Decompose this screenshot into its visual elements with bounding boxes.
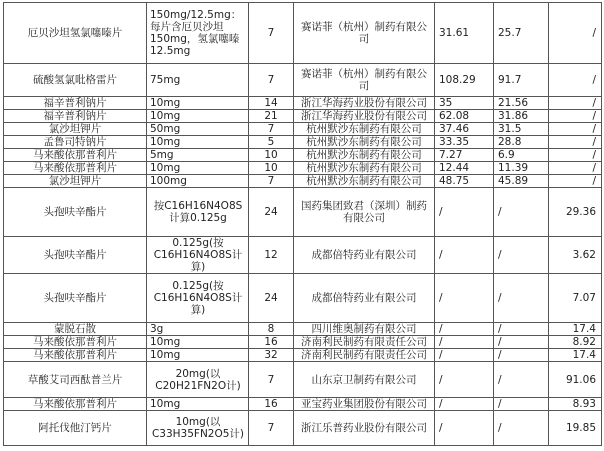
price-cell: / — [494, 323, 549, 336]
price-cell: 45.89 — [494, 175, 549, 188]
table-row — [4, 123, 602, 136]
spec-cell: 75mg — [147, 64, 249, 97]
pack-qty-cell: 24 — [249, 188, 294, 237]
drug-name-cell: 草酸艾司西酞普兰片 — [4, 362, 147, 398]
table-row — [4, 336, 602, 349]
manufacturer-cell: 成都倍特药业有限公司 — [294, 274, 435, 323]
pack-qty-cell: 5 — [249, 136, 294, 149]
pack-qty-cell: 7 — [249, 3, 294, 64]
price-cell: 33.35 — [435, 136, 494, 149]
drug-name-cell: 马来酸依那普利片 — [4, 336, 147, 349]
price-cell: / — [435, 237, 494, 274]
table-row — [4, 188, 602, 237]
price-cell: / — [435, 349, 494, 362]
drug-name-cell: 蒙脱石散 — [4, 323, 147, 336]
table-row — [4, 237, 602, 274]
table-row — [4, 110, 602, 123]
spec-cell: 3g — [147, 323, 249, 336]
price-cell: 91.7 — [494, 64, 549, 97]
drug-name-cell: 厄贝沙坦氢氯噻嗪片 — [4, 3, 147, 64]
pack-qty-cell: 7 — [249, 123, 294, 136]
price-cell: / — [494, 188, 549, 237]
drug-name-cell: 马来酸依那普利片 — [4, 149, 147, 162]
price-cell: 3.62 — [549, 237, 602, 274]
pack-qty-cell: 12 — [249, 237, 294, 274]
price-cell: 7.27 — [435, 149, 494, 162]
table-row — [4, 64, 602, 97]
drug-name-cell: 头孢呋辛酯片 — [4, 237, 147, 274]
price-cell: / — [494, 336, 549, 349]
pack-qty-cell: 8 — [249, 323, 294, 336]
price-cell: / — [435, 411, 494, 446]
price-cell: / — [494, 362, 549, 398]
pack-qty-cell: 14 — [249, 97, 294, 110]
table-row — [4, 349, 602, 362]
price-cell: / — [549, 123, 602, 136]
spec-cell: 10mg — [147, 136, 249, 149]
drug-name-cell: 阿托伐他汀钙片 — [4, 411, 147, 446]
spec-cell: 10mg — [147, 162, 249, 175]
manufacturer-cell: 济南利民制药有限责任公司 — [294, 349, 435, 362]
table-row — [4, 398, 602, 411]
price-cell: 8.92 — [549, 336, 602, 349]
table-row — [4, 323, 602, 336]
price-cell: 31.5 — [494, 123, 549, 136]
price-cell: 11.39 — [494, 162, 549, 175]
manufacturer-cell: 浙江华海药业股份有限公司 — [294, 97, 435, 110]
table-row — [4, 362, 602, 398]
manufacturer-cell: 成都倍特药业有限公司 — [294, 237, 435, 274]
manufacturer-cell: 杭州默沙东制药有限公司 — [294, 123, 435, 136]
price-cell: 19.85 — [549, 411, 602, 446]
spec-cell: 按C16H16N4O8S计算0.125g — [147, 188, 249, 237]
table-row — [4, 274, 602, 323]
price-cell: 91.06 — [549, 362, 602, 398]
drug-name-cell: 氯沙坦钾片 — [4, 175, 147, 188]
price-cell: 25.7 — [494, 3, 549, 64]
drug-name-cell: 马来酸依那普利片 — [4, 162, 147, 175]
manufacturer-cell: 国药集团致君（深圳）制药有限公司 — [294, 188, 435, 237]
drug-name-cell: 马来酸依那普利片 — [4, 398, 147, 411]
drug-name-cell: 孟鲁司特钠片 — [4, 136, 147, 149]
price-cell: / — [549, 175, 602, 188]
price-cell: 17.4 — [549, 323, 602, 336]
price-cell: 6.9 — [494, 149, 549, 162]
manufacturer-cell: 浙江华海药业股份有限公司 — [294, 110, 435, 123]
price-cell: / — [435, 398, 494, 411]
spec-cell: 10mg — [147, 349, 249, 362]
drug-price-table — [3, 2, 602, 446]
manufacturer-cell: 杭州默沙东制药有限公司 — [294, 136, 435, 149]
spec-cell: 100mg — [147, 175, 249, 188]
manufacturer-cell: 济南利民制药有限责任公司 — [294, 336, 435, 349]
spec-cell: 0.125g(按C16H16N4O8S计算) — [147, 237, 249, 274]
pack-qty-cell: 21 — [249, 110, 294, 123]
drug-name-cell: 头孢呋辛酯片 — [4, 188, 147, 237]
price-cell: / — [549, 110, 602, 123]
pack-qty-cell: 16 — [249, 398, 294, 411]
price-cell: / — [435, 188, 494, 237]
price-cell: 7.07 — [549, 274, 602, 323]
pack-qty-cell: 7 — [249, 64, 294, 97]
price-cell: 31.61 — [435, 3, 494, 64]
spec-cell: 10mg — [147, 97, 249, 110]
drug-name-cell: 头孢呋辛酯片 — [4, 274, 147, 323]
drug-name-cell: 硫酸氢氯吡格雷片 — [4, 64, 147, 97]
spec-cell: 0.125g(按C16H16N4O8S计算) — [147, 274, 249, 323]
drug-name-cell: 福辛普利钠片 — [4, 97, 147, 110]
manufacturer-cell: 杭州默沙东制药有限公司 — [294, 162, 435, 175]
manufacturer-cell: 四川维奥制药有限公司 — [294, 323, 435, 336]
spec-cell: 10mg — [147, 336, 249, 349]
price-cell: / — [494, 237, 549, 274]
pack-qty-cell: 24 — [249, 274, 294, 323]
price-cell: / — [549, 162, 602, 175]
manufacturer-cell: 赛诺菲（杭州）制药有限公司 — [294, 3, 435, 64]
manufacturer-cell: 杭州默沙东制药有限公司 — [294, 149, 435, 162]
pack-qty-cell: 7 — [249, 411, 294, 446]
price-cell: 31.86 — [494, 110, 549, 123]
spec-cell: 50mg — [147, 123, 249, 136]
price-cell: / — [435, 323, 494, 336]
price-cell: 17.4 — [549, 349, 602, 362]
price-cell: 37.46 — [435, 123, 494, 136]
price-cell: 28.8 — [494, 136, 549, 149]
drug-name-cell: 氯沙坦钾片 — [4, 123, 147, 136]
table-body — [4, 3, 602, 446]
spec-cell: 20mg(以C20H21FN2O计) — [147, 362, 249, 398]
price-cell: / — [494, 349, 549, 362]
price-cell: 48.75 — [435, 175, 494, 188]
manufacturer-cell: 浙江乐普药业股份有限公司 — [294, 411, 435, 446]
table-row — [4, 162, 602, 175]
price-cell: / — [549, 149, 602, 162]
price-cell: / — [494, 398, 549, 411]
pack-qty-cell: 10 — [249, 149, 294, 162]
table-row — [4, 136, 602, 149]
table-row — [4, 149, 602, 162]
spec-cell: 10mg — [147, 110, 249, 123]
price-cell: 35 — [435, 97, 494, 110]
table-row — [4, 3, 602, 64]
price-cell: 12.44 — [435, 162, 494, 175]
price-cell: / — [435, 362, 494, 398]
spec-cell: 150mg/12.5mg：每片含厄贝沙坦150mg，氢氯噻嗪12.5mg — [147, 3, 249, 64]
price-cell: / — [549, 3, 602, 64]
manufacturer-cell: 杭州默沙东制药有限公司 — [294, 175, 435, 188]
table-row — [4, 97, 602, 110]
spec-cell: 5mg — [147, 149, 249, 162]
spec-cell: 10mg — [147, 398, 249, 411]
spec-cell: 10mg(以C33H35FN2O5计) — [147, 411, 249, 446]
price-cell: 29.36 — [549, 188, 602, 237]
pack-qty-cell: 7 — [249, 175, 294, 188]
manufacturer-cell: 亚宝药业集团股份有限公司 — [294, 398, 435, 411]
pack-qty-cell: 7 — [249, 362, 294, 398]
manufacturer-cell: 赛诺菲（杭州）制药有限公司 — [294, 64, 435, 97]
table-row — [4, 175, 602, 188]
manufacturer-cell: 山东京卫制药有限公司 — [294, 362, 435, 398]
drug-name-cell: 马来酸依那普利片 — [4, 349, 147, 362]
price-cell: 108.29 — [435, 64, 494, 97]
table-row — [4, 411, 602, 446]
price-cell: 21.56 — [494, 97, 549, 110]
price-cell: / — [549, 136, 602, 149]
price-cell: 8.93 — [549, 398, 602, 411]
pack-qty-cell: 10 — [249, 162, 294, 175]
pack-qty-cell: 16 — [249, 336, 294, 349]
price-cell: / — [435, 274, 494, 323]
price-cell: / — [435, 336, 494, 349]
drug-name-cell: 福辛普利钠片 — [4, 110, 147, 123]
price-cell: / — [549, 97, 602, 110]
price-cell: / — [494, 274, 549, 323]
price-cell: / — [549, 64, 602, 97]
price-cell: 62.08 — [435, 110, 494, 123]
pack-qty-cell: 32 — [249, 349, 294, 362]
price-cell: / — [494, 411, 549, 446]
